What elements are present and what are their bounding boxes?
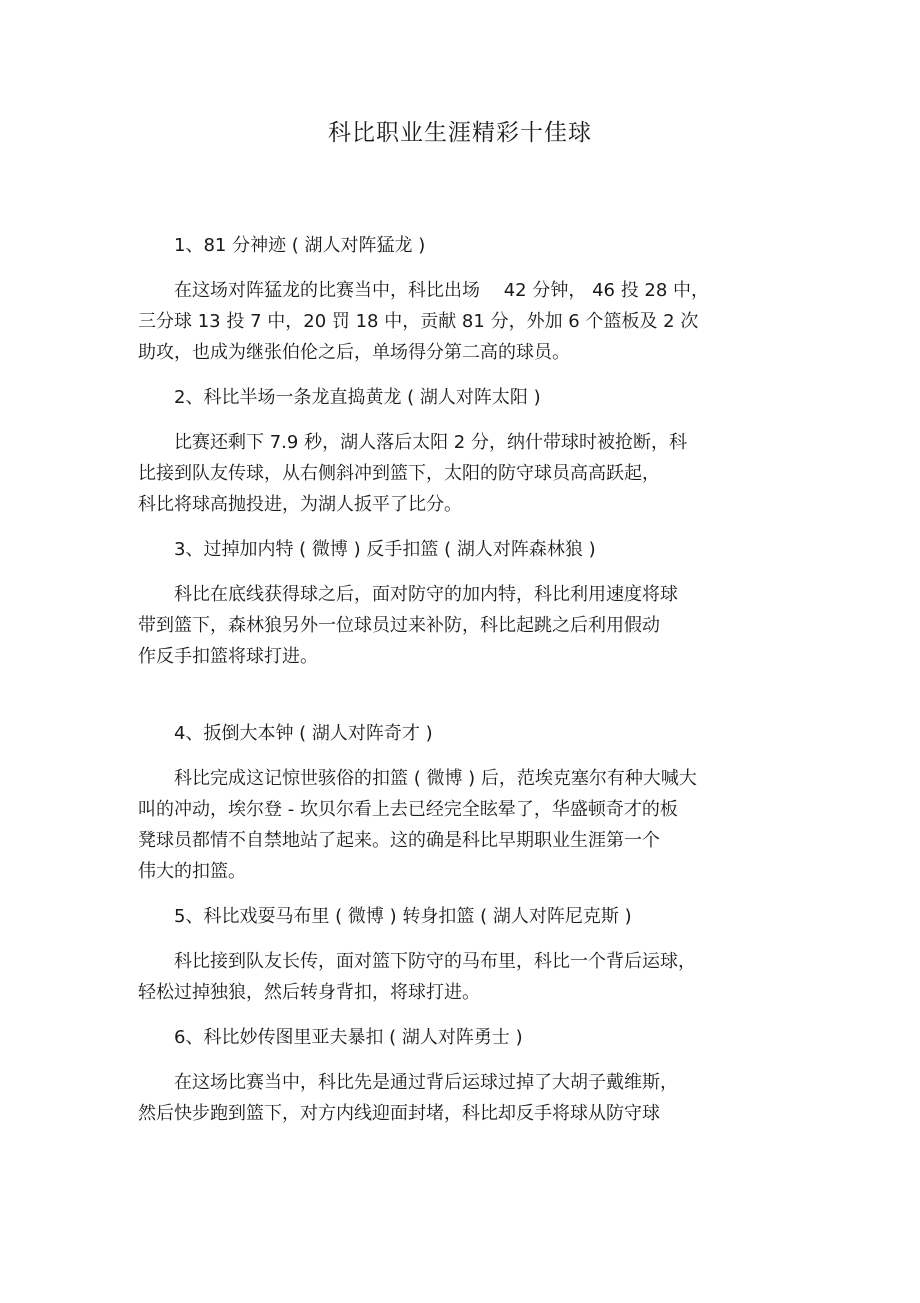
paragraph-line: 科比将球高抛投进，为湖人扳平了比分。 xyxy=(138,494,462,515)
paragraph-line: 然后快步跑到篮下，对方内线迎面封堵，科比却反手将球从防守球 xyxy=(138,1103,660,1124)
paragraph-line: 伟大的扣篮。 xyxy=(138,861,246,882)
paragraph-line: 叫的冲动，埃尔登 - 坎贝尔看上去已经完全眩晕了，华盛顿奇才的板 xyxy=(138,799,678,820)
paragraph-line: 科比在底线获得球之后，面对防守的加内特，科比利用速度将球 xyxy=(174,584,678,605)
section-heading-1: 1、81 分神迹 ( 湖人对阵猛龙 ) xyxy=(174,235,426,256)
paragraph-line: 三分球 13 投 7 中，20 罚 18 中，贡献 81 分，外加 6 个篮板及 2 次 xyxy=(138,311,699,332)
section-heading-2: 2、科比半场一条龙直捣黄龙 ( 湖人对阵太阳 ) xyxy=(174,387,541,408)
paragraph-line: 比赛还剩下 7.9 秒，湖人落后太阳 2 分，纳什带球时被抢断，科 xyxy=(174,432,687,453)
paragraph-line: 带到篮下，森林狼另外一位球员过来补防，科比起跳之后利用假动 xyxy=(138,615,660,636)
section-paragraph-2 xyxy=(138,427,778,520)
section-heading-6: 6、科比妙传图里亚夫暴扣 ( 湖人对阵勇士 ) xyxy=(174,1027,523,1048)
document-body xyxy=(138,230,778,1129)
paragraph-line: 凳球员都情不自禁地站了起来。这的确是科比早期职业生涯第一个 xyxy=(138,830,660,851)
section-paragraph-1 xyxy=(138,275,778,368)
paragraph-line: 助攻，也成为继张伯伦之后，单场得分第二高的球员。 xyxy=(138,342,570,363)
section-heading-3: 3、过掉加内特 ( 微博 ) 反手扣篮 ( 湖人对阵森林狼 ) xyxy=(174,539,596,560)
paragraph-line: 科比接到队友长传，面对篮下防守的马布里，科比一个背后运球， xyxy=(174,951,696,972)
section-paragraph-6 xyxy=(138,1067,778,1129)
section-paragraph-5 xyxy=(138,946,778,1008)
paragraph-line: 轻松过掉独狼，然后转身背扣，将球打进。 xyxy=(138,982,480,1003)
document-title: 科比职业生涯精彩十佳球 xyxy=(328,120,592,146)
paragraph-line: 比接到队友传球，从右侧斜冲到篮下，太阳的防守球员高高跃起， xyxy=(138,463,660,484)
paragraph-line: 在这场对阵猛龙的比赛当中，科比出场 42 分钟， 46 投 28 中， xyxy=(174,280,710,301)
section-heading-4: 4、扳倒大本钟 ( 湖人对阵奇才 ) xyxy=(174,723,433,744)
paragraph-line: 科比完成这记惊世骇俗的扣篮 ( 微博 ) 后，范埃克塞尔有种大喊大 xyxy=(174,768,697,789)
section-paragraph-3 xyxy=(138,579,778,672)
section-heading-5: 5、科比戏耍马布里 ( 微博 ) 转身扣篮 ( 湖人对阵尼克斯 ) xyxy=(174,906,632,927)
paragraph-line: 在这场比赛当中，科比先是通过背后运球过掉了大胡子戴维斯， xyxy=(174,1072,678,1093)
section-paragraph-4 xyxy=(138,763,778,887)
paragraph-line: 作反手扣篮将球打进。 xyxy=(138,646,318,667)
